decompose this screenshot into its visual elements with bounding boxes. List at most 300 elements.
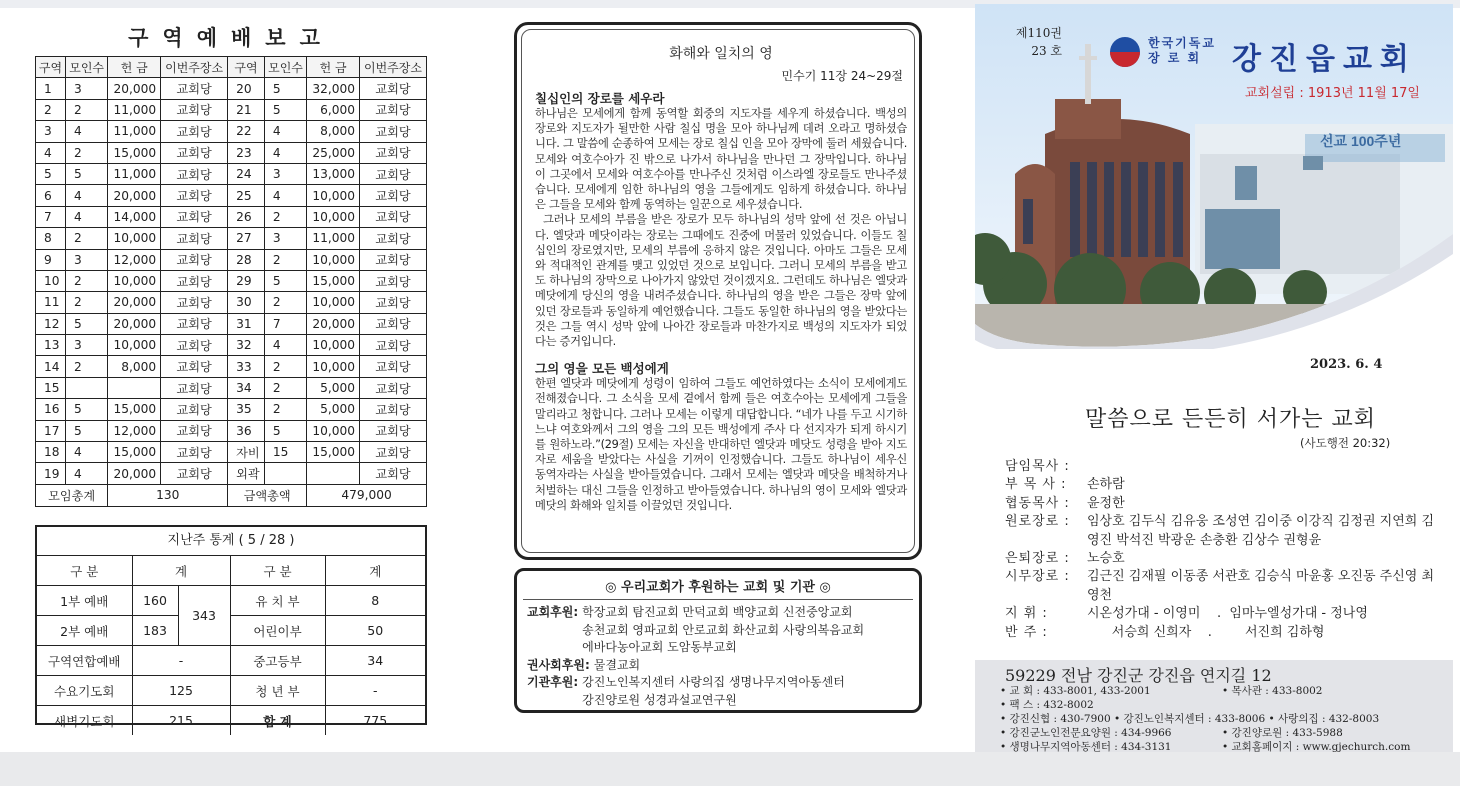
support-line: 학장교회 탐진교회 만덕교회 백양교회 신전중앙교회 <box>582 605 853 619</box>
report-row <box>36 292 427 313</box>
stats-label: 구역연합예배 <box>37 646 132 676</box>
stats-value: 34 <box>325 646 425 676</box>
support-line: 강진양로원 성경과설교연구원 <box>582 692 737 707</box>
staff-value: 노승호 <box>1087 551 1125 567</box>
contact-entry: • 강진신협 : 430-7900 • 강진노인복지센터 : 433-8006 • 사랑의집 : 432-8003 <box>1000 713 1380 725</box>
staff-row <box>1005 624 1435 642</box>
offering: 10,000 <box>108 270 161 291</box>
report-row <box>36 163 427 184</box>
district-number: 10 <box>36 270 66 291</box>
attendance: 5 <box>264 420 306 441</box>
attendance: 3 <box>264 163 306 184</box>
stats-row <box>37 616 425 646</box>
district-number: 14 <box>36 356 66 377</box>
contact-entry: • 목사관 : 433-8002 <box>1222 685 1323 697</box>
deacon-support-value: 물결교회 <box>593 657 641 672</box>
district-number: 30 <box>228 292 265 313</box>
stats-value: 215 <box>132 706 230 736</box>
meeting-place: 교회당 <box>359 249 426 270</box>
district-number: 23 <box>228 142 265 163</box>
staff-value: 윤정한 <box>1087 495 1125 511</box>
stats-value: - <box>325 676 425 706</box>
attendance: 2 <box>264 249 306 270</box>
total-amount: 479,000 <box>307 484 427 506</box>
district-number: 3 <box>36 121 66 142</box>
staff-value <box>1087 458 1435 476</box>
report-row <box>36 270 427 291</box>
offering: 10,000 <box>307 356 360 377</box>
attendance: 2 <box>65 292 107 313</box>
founded-date: 교회설립 : 1913년 11월 17일 <box>1245 86 1420 101</box>
stats-label: 청 년 부 <box>230 676 325 706</box>
stats-row <box>37 706 425 736</box>
report-row <box>36 121 427 142</box>
district-number: 22 <box>228 121 265 142</box>
report-row <box>36 399 427 420</box>
attendance: 15 <box>264 442 306 463</box>
stats-label: 1부 예배 <box>37 586 132 616</box>
meeting-place: 교회당 <box>161 335 228 356</box>
meeting-place: 교회당 <box>359 228 426 249</box>
last-week-stats <box>35 525 427 729</box>
meeting-place: 교회당 <box>359 335 426 356</box>
stats-value: 125 <box>132 676 230 706</box>
attendance: 5 <box>65 399 107 420</box>
church-support-list <box>582 604 864 657</box>
staff-row <box>1005 605 1435 623</box>
district-report-table <box>35 56 427 507</box>
district-number: 1 <box>36 78 66 99</box>
offering: 11,000 <box>108 99 161 120</box>
offering: 10,000 <box>307 249 360 270</box>
stats-col-count: 계 <box>132 556 230 586</box>
district-number: 7 <box>36 206 66 227</box>
staff-label: 담임목사 : <box>1005 459 1070 474</box>
report-row <box>36 99 427 120</box>
staff-label: 협동목사 : <box>1005 495 1070 511</box>
offering: 8,000 <box>307 121 360 142</box>
attendance: 4 <box>65 206 107 227</box>
church-name: 강진읍교회 <box>1232 42 1417 77</box>
sermon-reference: 민수기 11장 24~29절 <box>781 69 903 83</box>
denomination-line-2: 장 로 회 <box>1148 51 1202 65</box>
stats-row <box>37 586 425 616</box>
attendance: 2 <box>264 292 306 313</box>
district-number: 4 <box>36 142 66 163</box>
offering: 10,000 <box>108 335 161 356</box>
district-number: 자비 <box>228 442 265 463</box>
attendance: 4 <box>264 335 306 356</box>
contact-row <box>1000 712 1440 726</box>
attendance: 4 <box>65 463 107 484</box>
worship-sum: 343 <box>178 586 230 646</box>
report-column-header: 구역 <box>228 57 265 78</box>
district-number: 9 <box>36 249 66 270</box>
volume: 제110권 <box>1015 26 1062 40</box>
meeting-place: 교회당 <box>161 206 228 227</box>
attendance: 2 <box>65 99 107 120</box>
attendance <box>264 463 306 484</box>
district-number: 26 <box>228 206 265 227</box>
meeting-place: 교회당 <box>359 356 426 377</box>
support-line: 에바다농아교회 도암동부교회 <box>582 640 737 654</box>
attendance: 4 <box>264 121 306 142</box>
offering: 13,000 <box>307 163 360 184</box>
denomination-line-1: 한국기독교 <box>1148 36 1216 50</box>
district-number: 31 <box>228 313 265 334</box>
staff-label: 시무장로 : <box>1005 569 1070 585</box>
denomination <box>1148 36 1216 66</box>
deacon-support-label: 권사회후원: <box>527 657 590 672</box>
report-row <box>36 377 427 398</box>
meeting-place: 교회당 <box>359 270 426 291</box>
meeting-place: 교회당 <box>161 121 228 142</box>
meeting-place: 교회당 <box>161 463 228 484</box>
attendance: 3 <box>264 228 306 249</box>
district-number: 19 <box>36 463 66 484</box>
report-column-header: 이번주장소 <box>161 57 228 78</box>
homepage-link[interactable]: • 교회홈페이지 : www.gjechurch.com <box>1222 741 1411 753</box>
meeting-place: 교회당 <box>161 163 228 184</box>
report-total-row <box>36 484 427 506</box>
district-number: 34 <box>228 377 265 398</box>
offering: 20,000 <box>108 463 161 484</box>
contact-row <box>1000 698 1440 712</box>
support-line: 강진노인복지센터 사랑의집 생명나무지역아동센터 <box>582 675 845 689</box>
meeting-place: 교회당 <box>161 249 228 270</box>
attendance: 5 <box>65 420 107 441</box>
offering: 11,000 <box>108 121 161 142</box>
attendance: 2 <box>65 228 107 249</box>
church-support-row <box>527 604 909 657</box>
stats-title: 지난주 통계 ( 5 / 28 ) <box>37 527 425 556</box>
stats-label: 어린이부 <box>230 616 325 646</box>
staff-row <box>1005 568 1435 605</box>
report-row <box>36 313 427 334</box>
report-row <box>36 420 427 441</box>
meeting-place: 교회당 <box>359 78 426 99</box>
report-title: 구역예배보고 <box>128 25 334 50</box>
offering: 14,000 <box>108 206 161 227</box>
district-number: 16 <box>36 399 66 420</box>
meeting-place: 교회당 <box>359 185 426 206</box>
district-number: 외곽 <box>228 463 265 484</box>
staff-row <box>1005 550 1435 568</box>
attendance: 3 <box>65 78 107 99</box>
meeting-place: 교회당 <box>161 292 228 313</box>
offering: 11,000 <box>307 228 360 249</box>
church-logo <box>1110 37 1140 67</box>
offering: 6,000 <box>307 99 360 120</box>
report-row <box>36 335 427 356</box>
district-number: 13 <box>36 335 66 356</box>
attendance: 5 <box>65 313 107 334</box>
stats-label: 새벽기도회 <box>37 706 132 736</box>
offering: 32,000 <box>307 78 360 99</box>
offering: 12,000 <box>108 420 161 441</box>
offering: 10,000 <box>108 228 161 249</box>
sermon-paragraph-2: 그러나 모세의 부름을 받은 장로가 모두 하나님의 성막 앞에 선 것은 아닙니다. 엘닷과 메닷이라는 장로는 그때에도 진중에 머물러 있었습니다. 이들도 칠십인의 장로였지만, 모세의 부름에 응하지 않은 것입니다. 아마도 그들은 모세와 적대적인 관계를 맺고 있었던 것으로 보입니다. 그러니 모세의 부름을 받고도 하나님의 장막으로 나아가지 않았던 것이겠지요. 그런데도 하나님은 엘닷과 메닷에게 당신의 영을 내려주셨습니다. 하나님의 영을 받은 그들은 장막 앞에 있던 장로들과 동일하게 예언했습니다. 그들도 동일한 하나님의 영을 받았다는 것은 그들 역시 성막 앞에 나아간 장로들과 마찬가지로 백성의 지도자가 되었다는 증거입니다. <box>535 213 907 349</box>
meeting-place: 교회당 <box>359 442 426 463</box>
staff-value: 서승희 신희자 . 서진희 김하형 <box>1087 624 1325 640</box>
offering <box>307 463 360 484</box>
attendance: 4 <box>65 442 107 463</box>
offering: 11,000 <box>108 163 161 184</box>
offering: 20,000 <box>307 313 360 334</box>
offering: 5,000 <box>307 399 360 420</box>
church-support-label: 교회후원: <box>527 605 579 619</box>
report-column-header: 헌 금 <box>108 57 161 78</box>
meeting-place: 교회당 <box>359 121 426 142</box>
sermon-box <box>514 22 922 560</box>
support-box <box>514 568 922 713</box>
offering: 10,000 <box>307 420 360 441</box>
district-number: 36 <box>228 420 265 441</box>
meeting-place: 교회당 <box>161 356 228 377</box>
attendance: 3 <box>65 249 107 270</box>
attendance: 3 <box>65 335 107 356</box>
support-line: 송천교회 영파교회 안로교회 화산교회 사랑의복음교회 <box>582 622 865 637</box>
meeting-place: 교회당 <box>359 420 426 441</box>
stats-header-row <box>37 556 425 586</box>
offering: 20,000 <box>108 185 161 206</box>
stats-value: 160 <box>132 586 178 616</box>
report-row <box>36 78 427 99</box>
sermon-heading-2: 그의 영을 모든 백성에게 <box>535 361 669 377</box>
meeting-place: 교회당 <box>359 377 426 398</box>
offering: 25,000 <box>307 142 360 163</box>
offering: 20,000 <box>108 313 161 334</box>
district-report-panel <box>35 22 427 507</box>
stats-label: 수요기도회 <box>37 676 132 706</box>
stats-label: 유 치 부 <box>230 586 325 616</box>
sermon-title: 화해와 일치의 영 <box>669 46 773 62</box>
meeting-place: 교회당 <box>359 163 426 184</box>
district-number: 11 <box>36 292 66 313</box>
meeting-place: 교회당 <box>161 99 228 120</box>
district-number: 25 <box>228 185 265 206</box>
contact-list <box>1000 684 1440 754</box>
contact-entry: • 강진군노인전문요양원 : 434-9966 <box>1000 727 1172 739</box>
meeting-place: 교회당 <box>359 463 426 484</box>
attendance: 2 <box>264 399 306 420</box>
bulletin-date: 2023. 6. 4 <box>1310 357 1383 372</box>
meeting-place: 교회당 <box>359 292 426 313</box>
attendance: 4 <box>264 185 306 206</box>
district-number: 24 <box>228 163 265 184</box>
report-row <box>36 249 427 270</box>
report-row <box>36 442 427 463</box>
stats-total-label: 합 계 <box>230 706 325 736</box>
staff-row <box>1005 513 1435 550</box>
contact-row <box>1000 740 1440 754</box>
attendance: 2 <box>65 270 107 291</box>
district-number: 2 <box>36 99 66 120</box>
sermon-paragraph-3: 한편 엘닷과 메닷에게 성령이 임하여 그들도 예언하였다는 소식이 모세에게도 전해졌습니다. 그 소식을 모세 곁에서 함께 들은 여호수아는 모세에게 그들을 말리라고 청합니다. 그러나 모세는 이렇게 대답합니다. “네가 나를 두고 시기하느냐 여호와께서 그의 영을 그의 모든 백성에게 주사 다 선지자가 되게 하시기를 원하노라.”(29절) 모세는 자신을 반대하던 엘닷과 메닷도 성령을 받아 지도자로 세움을 받았다는 사실을 기꺼이 인정했습니다. 그들도 하나님이 세우신 동역자라는 사실을 받아들였습니다. 그래서 모세는 엘닷과 메닷을 배척하거나 처벌하는 대신 그들을 인정하고 받아들였습니다. 하나님의 영이 모세와 엘닷과 메닷의 화해와 일치를 이끌었던 것입니다. <box>535 377 907 512</box>
total-label: 모임총계 <box>36 484 108 506</box>
attendance: 2 <box>264 377 306 398</box>
report-row <box>36 142 427 163</box>
district-number: 33 <box>228 356 265 377</box>
staff-value: 시온성가대 - 이영미 . 임마누엘성가대 - 정나영 <box>1087 606 1368 622</box>
attendance: 5 <box>264 99 306 120</box>
bottom-edge <box>0 752 1460 786</box>
staff-list <box>1005 458 1435 642</box>
offering: 8,000 <box>108 356 161 377</box>
offering: 12,000 <box>108 249 161 270</box>
district-number: 8 <box>36 228 66 249</box>
attendance: 2 <box>264 206 306 227</box>
offering: 10,000 <box>307 206 360 227</box>
district-number: 6 <box>36 185 66 206</box>
district-number: 17 <box>36 420 66 441</box>
meeting-place: 교회당 <box>161 142 228 163</box>
contact-row <box>1000 684 1440 698</box>
meeting-place: 교회당 <box>359 206 426 227</box>
support-title: ◎ 우리교회가 후원하는 교회 및 기관 ◎ <box>523 577 913 600</box>
stats-row <box>37 646 425 676</box>
district-number: 5 <box>36 163 66 184</box>
attendance: 5 <box>264 270 306 291</box>
stats-row <box>37 676 425 706</box>
offering: 10,000 <box>307 292 360 313</box>
meeting-place: 교회당 <box>359 142 426 163</box>
volume-issue <box>1010 24 1062 60</box>
district-number: 18 <box>36 442 66 463</box>
meeting-place: 교회당 <box>161 228 228 249</box>
staff-row <box>1005 458 1435 476</box>
offering: 15,000 <box>108 142 161 163</box>
report-column-header: 모인수 <box>264 57 306 78</box>
report-column-header: 헌 금 <box>307 57 360 78</box>
attendance <box>65 377 107 398</box>
contact-row <box>1000 726 1440 740</box>
district-number: 29 <box>228 270 265 291</box>
deacon-support-row <box>527 657 909 675</box>
district-number: 20 <box>228 78 265 99</box>
contact-entry: • 강진양로원 : 433-5988 <box>1222 727 1343 739</box>
stats-value: 183 <box>132 616 178 646</box>
report-row <box>36 356 427 377</box>
staff-label: 부 목 사 : <box>1005 477 1067 493</box>
offering: 15,000 <box>108 399 161 420</box>
staff-row <box>1005 495 1435 513</box>
contact-entry: • 생명나무지역아동센터 : 434-3131 <box>1000 741 1172 753</box>
motto-reference: (사도행전 20:32) <box>1300 436 1391 450</box>
total-people: 130 <box>108 484 228 506</box>
staff-label: 반 주 : <box>1005 624 1048 640</box>
total-amount-label: 금액총액 <box>228 484 307 506</box>
institution-support-row <box>527 674 909 709</box>
meeting-place: 교회당 <box>161 420 228 441</box>
offering: 20,000 <box>108 292 161 313</box>
attendance: 2 <box>264 356 306 377</box>
offering <box>108 377 161 398</box>
report-column-header: 구역 <box>36 57 66 78</box>
staff-label: 원로장로 : <box>1005 514 1070 530</box>
church-motto: 말씀으로 든든히 서가는 교회 <box>1085 407 1377 432</box>
stats-value: 50 <box>325 616 425 646</box>
district-number: 15 <box>36 377 66 398</box>
offering: 5,000 <box>307 377 360 398</box>
district-number: 21 <box>228 99 265 120</box>
attendance: 4 <box>65 121 107 142</box>
stats-label: 중고등부 <box>230 646 325 676</box>
offering: 20,000 <box>108 78 161 99</box>
district-number: 32 <box>228 335 265 356</box>
stats-value: - <box>132 646 230 676</box>
meeting-place: 교회당 <box>161 442 228 463</box>
attendance: 5 <box>65 163 107 184</box>
offering: 15,000 <box>108 442 161 463</box>
staff-label: 지 휘 : <box>1005 606 1048 622</box>
stats-table <box>37 556 425 735</box>
offering: 15,000 <box>307 442 360 463</box>
staff-value: 임상호 김두식 김유웅 조성연 김이중 이강직 김정권 지연희 김영진 박석진 박광운 손충환 김상수 권형윤 <box>1087 514 1435 548</box>
meeting-place: 교회당 <box>359 313 426 334</box>
report-column-header: 모인수 <box>65 57 107 78</box>
stats-total-value: 775 <box>325 706 425 736</box>
stats-col-header: 구 분 <box>37 556 132 586</box>
attendance: 5 <box>264 78 306 99</box>
issue: 23 호 <box>1031 44 1062 58</box>
meeting-place: 교회당 <box>359 399 426 420</box>
staff-row <box>1005 476 1435 494</box>
attendance: 2 <box>65 142 107 163</box>
attendance: 2 <box>65 356 107 377</box>
district-number: 28 <box>228 249 265 270</box>
stats-col-header-2: 구 분 <box>230 556 325 586</box>
report-body <box>36 78 427 484</box>
report-column-header: 이번주장소 <box>359 57 426 78</box>
offering: 10,000 <box>307 185 360 206</box>
report-header-row <box>36 57 427 78</box>
meeting-place: 교회당 <box>359 99 426 120</box>
contact-entry: • 교 회 : 433-8001, 433-2001 <box>1000 685 1151 697</box>
attendance: 4 <box>264 142 306 163</box>
meeting-place: 교회당 <box>161 399 228 420</box>
attendance: 4 <box>65 185 107 206</box>
meeting-place: 교회당 <box>161 78 228 99</box>
stats-value: 8 <box>325 586 425 616</box>
institution-support-list <box>582 674 845 709</box>
stats-col-count-2: 계 <box>325 556 425 586</box>
report-row <box>36 228 427 249</box>
report-row <box>36 463 427 484</box>
meeting-place: 교회당 <box>161 270 228 291</box>
meeting-place: 교회당 <box>161 313 228 334</box>
offering: 10,000 <box>307 335 360 356</box>
banner-text: 선교 100주년 <box>1320 133 1402 149</box>
report-row <box>36 206 427 227</box>
sermon-heading-1: 칠십인의 장로를 세우라 <box>535 91 665 106</box>
meeting-place: 교회당 <box>161 185 228 206</box>
offering: 15,000 <box>307 270 360 291</box>
staff-label: 은퇴장로 : <box>1005 551 1070 567</box>
stats-label: 2부 예배 <box>37 616 132 646</box>
staff-value: 김근진 김재필 이동종 서관호 김승식 마윤홍 오진동 주신영 최영천 <box>1087 569 1435 603</box>
meeting-place: 교회당 <box>161 377 228 398</box>
district-number: 12 <box>36 313 66 334</box>
sermon-paragraph-1: 하나님은 모세에게 함께 동역할 회중의 지도자를 세우게 하셨습니다. 백성의 장로와 지도자가 될만한 사람 칠십 명을 모아 하나님께 데려 오라고 명하셨습니다. 그 말씀에 순종하여 모세는 장로 칠십 인을 모아 장막에 둘러 세웠습니다. 모세와 여호수아가 진 밖으로 나가서 하나님을 만나던 그 장막입니다. 하나님이 그곳에서 모세와 여호수아를 만나주신 것처럼 이스라엘 장로들도 만나주셨습니다. 모세에게 임한 하나님의 영을 그들에게도 임하게 하셨습니다. 하나님은 그들을 모세와 함께 동역하는 일꾼으로 세우셨습니다. <box>535 107 907 212</box>
staff-value: 손하람 <box>1087 477 1125 493</box>
institution-support-label: 기관후원: <box>527 675 579 689</box>
district-number: 27 <box>228 228 265 249</box>
contact-entry: • 팩 스 : 432-8002 <box>1000 699 1094 711</box>
report-row <box>36 185 427 206</box>
church-address: 59229 전남 강진군 강진읍 연지길 12 <box>1005 666 1272 685</box>
district-number: 35 <box>228 399 265 420</box>
